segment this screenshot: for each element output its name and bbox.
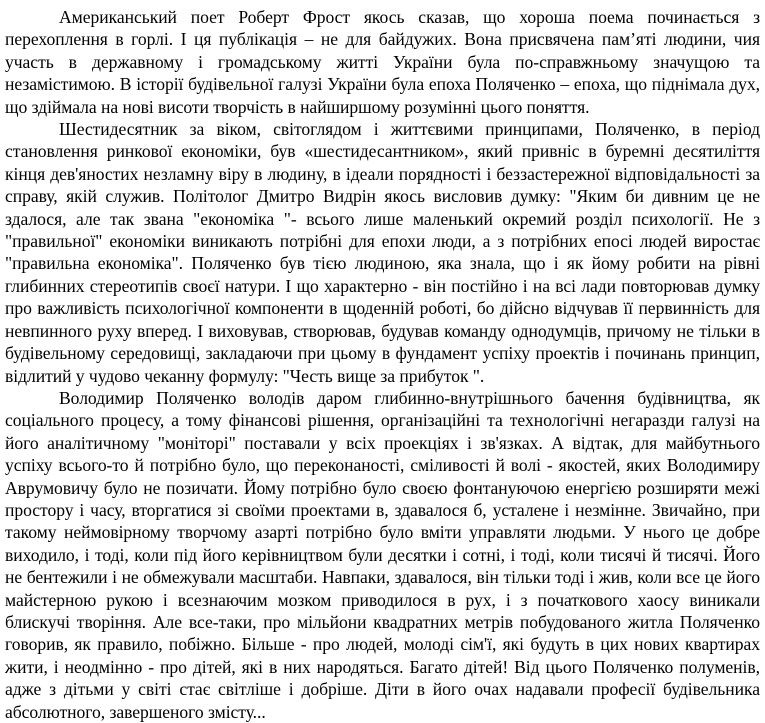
paragraph-sixtier: Шестидесятник за віком, світоглядом і життєвими принципами, Поляченко, в період становлення ринкової економіки, був «шестидесантником», який привніс в буремні десятиліття кінця дев'яностих незламну віру в людину, в ідеали порядності і беззастережної відповідальності за справу, якій служив. Політолог Дмитро Видрін якось висловив думку: "Яким би дивним це не здалося, але так звана "економіка "- всього лише маленький окремий розділ психології. Не з "правильної" економіки виникають потрібні для епохи люди, а з потрібних епосі людей виростає "правильна економіка". Поляченко був тією людиною, яка знала, що і як йому робити на рівні глибинних стереотипів своєї натури. І що характерно - він постійно і на всі лади повторював думку про важливість психологічної компоненти в щоденній роботі, бо дійсно відчував її первинність для невпинного руху вперед. І виховував, створював, будував команду однодумців, причому не тільки в будівельному середовищі, закладаючи при цьому в фундамент успіху проектів і починань принцип, відлитий у чудово чеканну формулу: "Честь вище за прибуток ". [5,119,760,386]
paragraph-intro: Американський поет Роберт Фрост якось сказав, що хороша поема починається з перехоплення в горлі. І ця публікація – не для байдужих. Вона присвячена пам’яті людини, чия участь в державному і громадському житті України була по-справжньому значущою та незамістимою. В історії будівельної галузі України була епоха Поляченко – епоха, що піднімала дух, що здіймала на нові висоти творчість в найширшому розумінні цього поняття. [5,7,760,117]
paragraph-vision: Володимир Поляченко володів даром глибинно-внутрішнього бачення будівництва, як соціального процесу, а тому фінансові рішення, організаційні та технологічні негаразди галузі на його аналітичному "моніторі" поставали у всіх проекціях і зв'язках. А відтак, для майбутнього успіху всього-то й потрібно було, що переконаності, сміливості й волі - якостей, яких Володимиру Аврумовичу було не позичати. Йому потрібно було своєю фонтануючою енергією розширяти межі простору і часу, вторгатися зі своїми проектами в, здавалося б, усталене і незмінне. Звичайно, при такому неймовірному творчому азарті потрібно було вміти управляти людьми. У нього це добре виходило, і тоді, коли під його керівництвом були десятки і сотні, і тоді, коли тисячі й тисячі. Його не бентежили і не обмежували масштаби. Навпаки, здавалося, він тільки тоді і жив, коли все це його майстерною рукою і всезнаючим мозком приводилося в рух, і з початкового хаосу виникали блискучі творіння. Але все-таки, про мільйони квадратних метрів побудованого житла Поляченко говорив, як правило, побіжно. Більше - про людей, молоді сім'ї, які будуть в цих нових квартирах жити, і неодмінно - про дітей, які в них народяться. Багато дітей! Від цього Поляченко полуменів, адже з дітьми у світі стає світліше і добріше. Діти в його очах надавали професії будівельника абсолютного, завершеного змісту... [5,387,760,722]
